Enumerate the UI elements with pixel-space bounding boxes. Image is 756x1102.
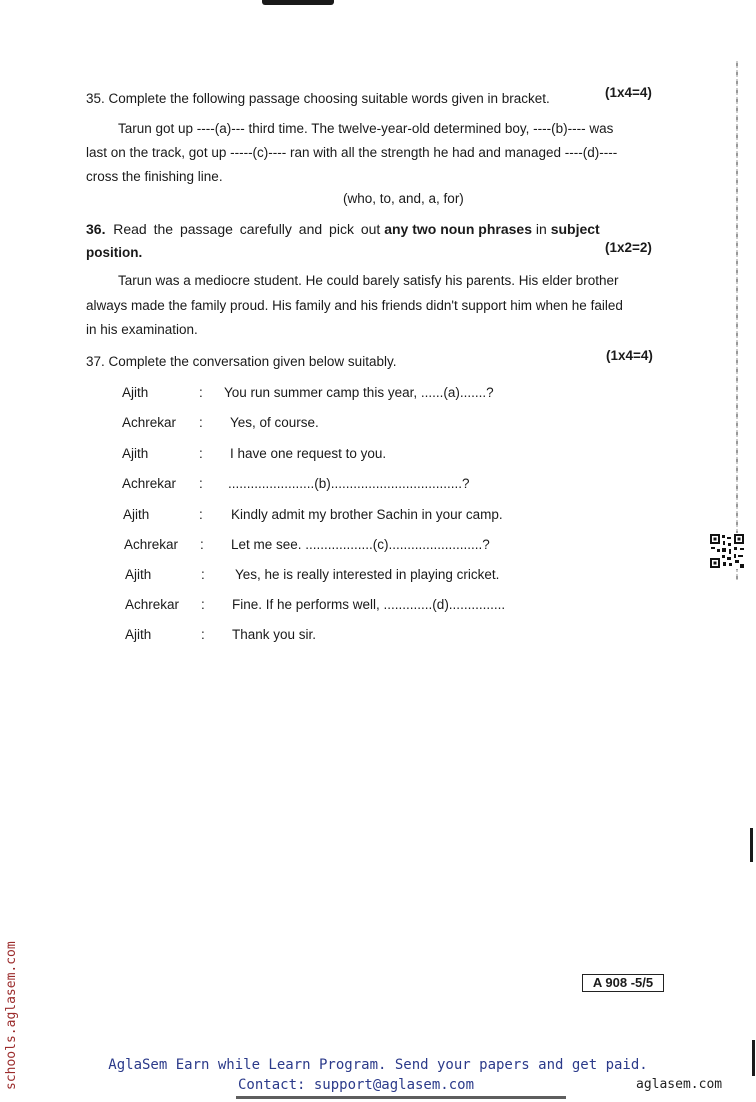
dialogue-colon: : xyxy=(199,507,203,522)
dialogue-text: Fine. If he performs well, .............(d)............... xyxy=(232,597,506,612)
q35-marks: (1x4=4) xyxy=(605,85,652,100)
footer-contact[interactable]: Contact: support@aglasem.com xyxy=(238,1077,475,1093)
q35-heading xyxy=(86,90,550,108)
q35-line-2: last on the track, got up -----(c)---- ran with all the strength he had and managed ----(d)---- xyxy=(86,145,618,160)
q35-line-1: Tarun got up ----(a)--- third time. The twelve-year-old determined boy, ----(b)---- was xyxy=(118,121,614,136)
q37-prompt: Complete the conversation given below suitably. xyxy=(108,354,397,369)
dialogue-colon: : xyxy=(201,567,205,582)
dialogue-colon: : xyxy=(199,476,203,491)
q36-line-2: always made the family proud. His family and his friends didn't support him when he failed xyxy=(86,298,623,313)
q36-marks: (1x2=2) xyxy=(605,240,652,255)
dialogue-colon: : xyxy=(199,446,203,461)
dialogue-speaker: Ajith xyxy=(125,567,152,582)
q36-prompt-d: subject xyxy=(550,221,600,237)
dialogue-colon: : xyxy=(201,597,205,612)
dialogue-text: Yes, of course. xyxy=(230,415,319,430)
dialogue-text: Kindly admit my brother Sachin in your camp. xyxy=(231,507,503,522)
q37-marks: (1x4=4) xyxy=(606,348,653,363)
q35-prompt: Complete the following passage choosing suitable words given in bracket. xyxy=(108,91,550,106)
dialogue-colon: : xyxy=(199,385,203,400)
dialogue-text: You run summer camp this year, ......(a).......? xyxy=(224,385,494,400)
q35-number: 35. xyxy=(86,91,105,106)
dialogue-speaker: Achrekar xyxy=(122,415,177,430)
q36-prompt-e: position. xyxy=(86,245,143,260)
scan-edge-mark xyxy=(752,1040,755,1076)
dialogue-text: .......................(b)...................................? xyxy=(228,476,470,491)
dialogue-speaker: Achrekar xyxy=(124,537,179,552)
bottom-edge-mark xyxy=(236,1096,566,1099)
dialogue-text: Yes, he is really interested in playing cricket. xyxy=(235,567,500,582)
scan-edge-mark xyxy=(750,828,753,862)
page-code-box: A 908 -5/5 xyxy=(582,974,664,992)
q36-prompt-c: in xyxy=(535,221,547,237)
q36-number: 36. xyxy=(86,221,106,237)
footer-site[interactable]: aglasem.com xyxy=(636,1077,723,1092)
dialogue-text: I have one request to you. xyxy=(230,446,387,461)
q36-heading xyxy=(86,221,600,237)
dialogue-colon: : xyxy=(200,537,204,552)
dialogue-speaker: Achrekar xyxy=(125,597,180,612)
q35-options: (who, to, and, a, for) xyxy=(343,191,464,206)
dialogue-speaker: Achrekar xyxy=(122,476,177,491)
dialogue-speaker: Ajith xyxy=(122,446,149,461)
scan-edge-dots xyxy=(736,60,738,580)
q36-line-1: Tarun was a mediocre student. He could barely satisfy his parents. His elder brother xyxy=(118,273,619,288)
dialogue-speaker: Ajith xyxy=(123,507,150,522)
footer-promo: AglaSem Earn while Learn Program. Send your papers and get paid. xyxy=(108,1057,648,1073)
dialogue-colon: : xyxy=(201,627,205,642)
qr-code-icon xyxy=(709,533,745,569)
dialogue-speaker: Ajith xyxy=(125,627,152,642)
dialogue-speaker: Ajith xyxy=(122,385,149,400)
q35-line-3: cross the finishing line. xyxy=(86,169,223,184)
dialogue-text: Let me see. ..................(c).........................? xyxy=(231,537,490,552)
q36-prompt-a: Read the passage carefully and pick out xyxy=(113,221,381,237)
top-edge-mark xyxy=(262,0,334,5)
dialogue-text: Thank you sir. xyxy=(232,627,317,642)
q36-line-3: in his examination. xyxy=(86,322,198,337)
dialogue-colon: : xyxy=(199,415,203,430)
q37-number: 37. xyxy=(86,354,105,369)
q36-prompt-b: any two noun phrases xyxy=(384,221,532,237)
q37-heading xyxy=(86,354,396,369)
vertical-watermark: schools.aglasem.com xyxy=(4,941,19,1090)
